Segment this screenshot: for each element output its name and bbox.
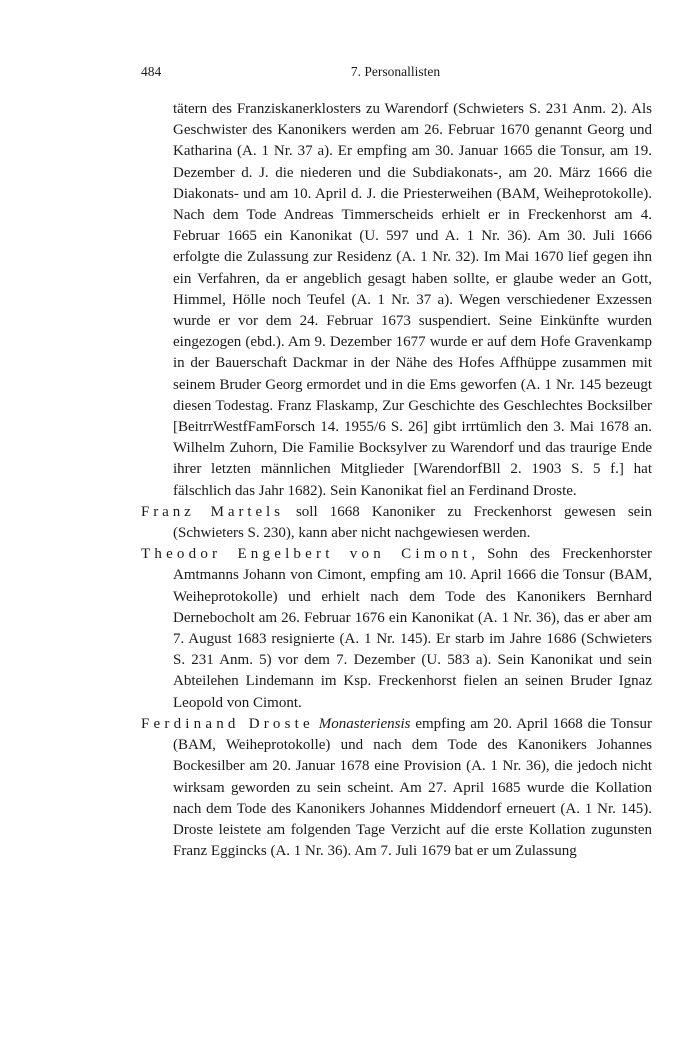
entry-text: soll 1668 Kanoniker zu Freckenhorst gewesen sein (Schwieters S. 230), kann aber nicht nachgewiesen werden. [173,503,652,542]
running-head: 7. Personallisten [350,64,441,79]
entry-theodor-engelbert-von-cimont [141,544,652,714]
latin-epithet: Monasteriensis [318,715,411,732]
entry-text: , Sohn des Freckenhorster Amtmanns Johann von Cimont, empfing am 10. April 1666 die Tonsur (BAM, Weiheprotokolle) und erhielt nach dem Tode des Kanonikers Bernhard Dernebocholt am 26. Februar 1676 ein Kanonikat (A. 1 Nr. 36), das er aber am 7. August 1683 resignierte (A. 1 Nr. 145). Er starb im Jahre 1686 (Schwieters S. 231 Anm. 5) vor dem 7. Dezember (U. 583 a). Sein Kanonikat und sein Abteilehen Lindemann im Ksp. Freckenhorst fielen an seinen Bruder Ignaz Leopold von Cimont. [173,546,652,711]
person-name: Franz Martels [141,503,284,520]
page-number: 484 [141,64,162,79]
entry-franz-martels [141,502,652,544]
page-header [141,64,650,84]
body-text [141,99,652,862]
entry-ferdinand-droste [141,714,652,862]
person-name: Ferdinand Droste [141,715,314,732]
person-name: Theodor Engelbert von Cimont [141,546,472,563]
entry-text: empfing am 20. April 1668 die Tonsur (BAM, Weiheprotokolle) und nach dem Tode des Kanonikers Johannes Bockesilber am 20. Januar 1678 eine Provision (A. 1 Nr. 36), die jedoch nicht wirksam geworden zu sein scheint. Am 27. April 1685 wurde die Kollation nach dem Tode des Kanonikers Johannes Middendorf erneuert (A. 1 Nr. 145). Droste leistete am folgenden Tage Verzicht auf die erste Kollation zugunsten Franz Eggincks (A. 1 Nr. 36). Am 7. Juli 1679 bat er um Zulassung [173,715,653,860]
paragraph-continuation: tätern des Franziskanerklosters zu Warendorf (Schwieters S. 231 Anm. 2). Als Geschwister des Kanonikers werden am 26. Februar 1670 genannt Georg und Katharina (A. 1 Nr. 37 a). Er empfing am 30. Januar 1665 die Tonsur, am 19. Dezember d. J. die niederen und die Subdiakonats-, am 20. März 1666 die Diakonats- und am 10. April d. J. die Priesterweihen (BAM, Weiheprotokolle). Nach dem Tode Andreas Timmerscheids erhielt er in Freckenhorst am 4. Februar 1665 ein Kanonikat (U. 597 und A. 1 Nr. 36). Am 30. Juli 1666 erfolgte die Zulassung zur Residenz (A. 1 Nr. 32). Im Mai 1670 lief gegen ihn ein Verfahren, da er angeblich gesagt haben sollte, er glaube weder an Gott, Himmel, Hölle noch Teufel (A. 1 Nr. 37 a). Wegen verschiedener Exzessen wurde er vor dem 24. Februar 1673 suspendiert. Seine Einkünfte wurden eingezogen (ebd.). Am 9. Dezember 1677 wurde er auf dem Hofe Gravenkamp in der Bauerschaft Dackmar in der Nähe des Hofes Affhüppe zusammen mit seinem Bruder Georg ermordet und in die Ems geworfen (A. 1 Nr. 145 bezeugt diesen Todestag. Franz Flaskamp, Zur Geschichte des Geschlechtes Bocksilber [BeitrrWestfFamForsch 14. 1955/6 S. 26] gibt irrtümlich den 3. Mai 1678 an. Wilhelm Zuhorn, Die Familie Bocksylver zu Warendorf und das traurige Ende ihrer letzten männlichen Mitglieder [WarendorfBll 2. 1903 S. 5 f.] hat fälschlich das Jahr 1682). Sein Kanonikat fiel an Ferdinand Droste. [173,101,652,499]
